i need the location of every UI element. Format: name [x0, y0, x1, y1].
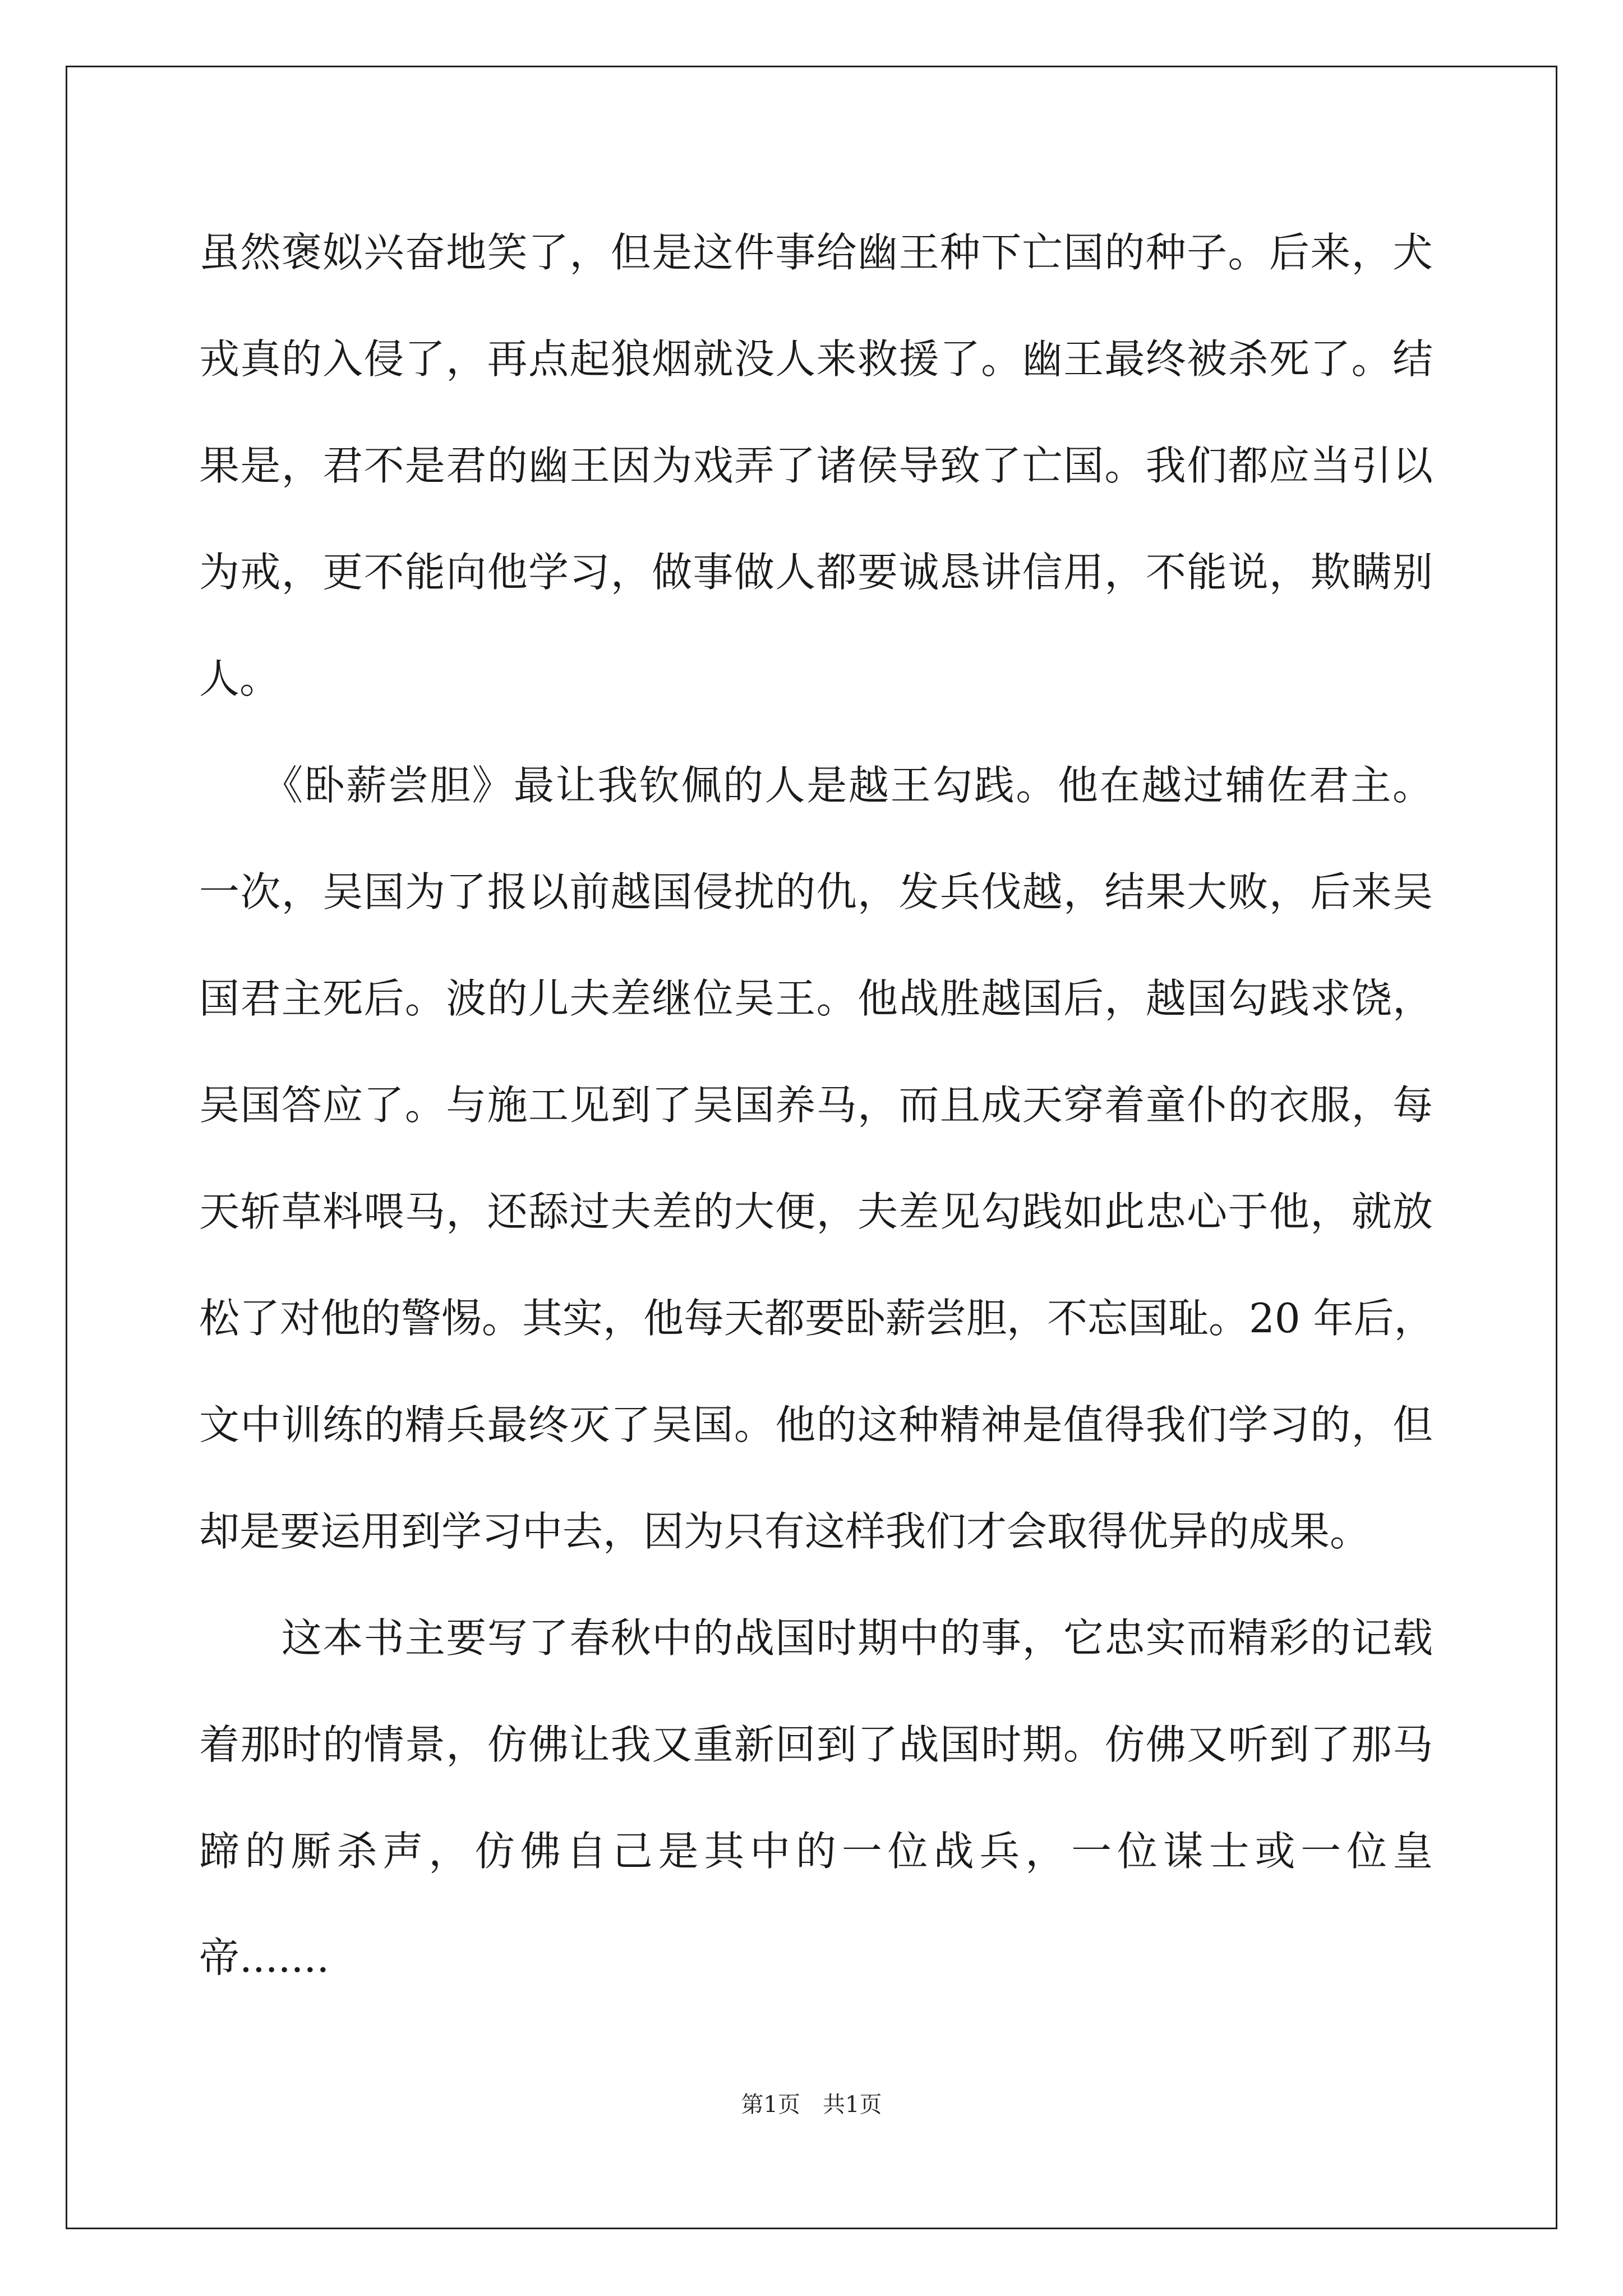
text-line: 却是要运用到学习中去，因为只有这样我们才会取得优异的成果。 [199, 1508, 1371, 1555]
text-line: 松了对他的警惕。其实，他每天都要卧薪尝胆，不忘国耻。20 年后， [199, 1295, 1435, 1342]
text-line: 文中训练的精兵最终灭了吴国。他的这种精神是值得我们学习的，但 [199, 1401, 1433, 1448]
paragraph-first-line: 《卧薪尝胆》最让我钦佩的人是越王勾践。他在越过辅佐君主。 [199, 762, 1433, 809]
text-line: 戎真的入侵了，再点起狼烟就没人来救援了。幽王最终被杀死了。结 [199, 335, 1433, 383]
page-footer [0, 2088, 1623, 2122]
paragraph-first-line: 这本书主要写了春秋中的战国时期中的事，它忠实而精彩的记载 [199, 1614, 1433, 1662]
text-line: 天斩草料喂马，还舔过夫差的大便，夫差见勾践如此忠心于他，就放 [199, 1188, 1433, 1235]
text-line: 果是，君不是君的幽王因为戏弄了诸侯导致了亡国。我们都应当引以 [199, 442, 1433, 489]
text-line: 帝....... [199, 1934, 330, 1981]
text-line: 人。 [199, 655, 280, 702]
page-number-label: 第1页 共1页 [741, 2092, 882, 2118]
text-line: 为戒，更不能向他学习，做事做人都要诚恳讲信用，不能说，欺瞒别 [199, 549, 1433, 596]
text-line: 吴国答应了。与施工见到了吴国养马，而且成天穿着童仆的衣服，每 [199, 1082, 1433, 1129]
text-line: 着那时的情景，仿佛让我又重新回到了战国时期。仿佛又听到了那马 [199, 1721, 1433, 1768]
text-line: 蹄的厮杀声，仿佛自己是其中的一位战兵，一位谋士或一位皇 [199, 1828, 1433, 1875]
text-line: 国君主死后。波的儿夫差继位吴王。他战胜越国后，越国勾践求饶， [199, 975, 1433, 1022]
text-line: 虽然褒姒兴奋地笑了，但是这件事给幽王种下亡国的种子。后来，犬 [199, 229, 1433, 276]
document-body [199, 199, 1433, 2011]
text-line: 一次，吴国为了报以前越国侵扰的仇，发兵伐越，结果大败，后来吴 [199, 868, 1433, 915]
